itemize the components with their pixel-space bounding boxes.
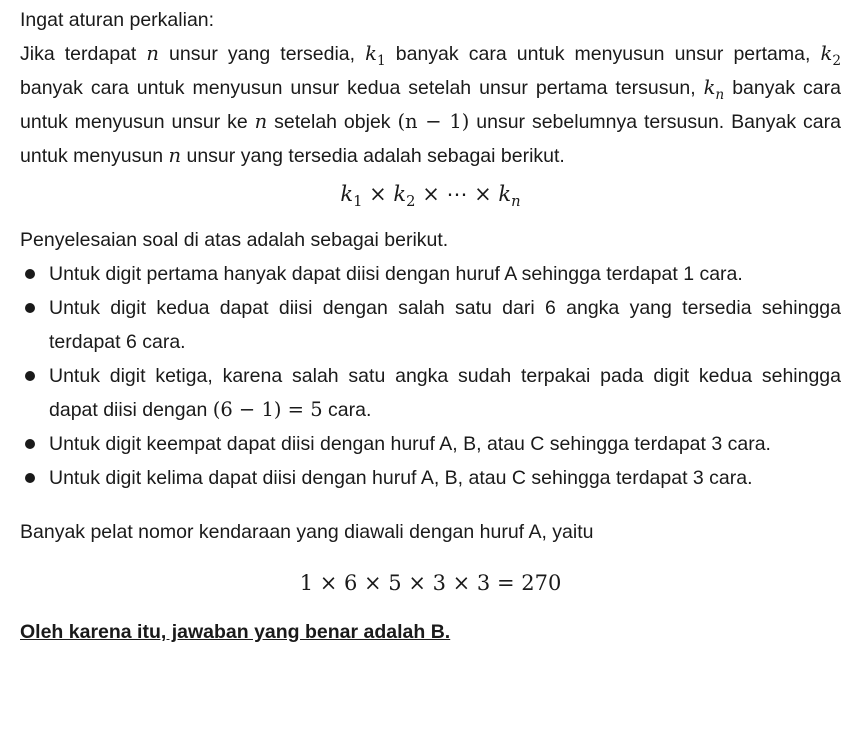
bullet-icon [25, 303, 35, 313]
spacer [20, 495, 841, 515]
list-item: Untuk digit kelima dapat diisi dengan huruf A, B, atau C sehingga terdapat 3 cara. [20, 461, 841, 495]
list-item: Untuk digit ketiga, karena salah satu angka sudah terpakai pada digit kedua sehingga dapat diisi dengan (6 − 1) = 5 cara. [20, 359, 841, 427]
result-equation: 1 × 6 × 5 × 3 × 3 = 270 [299, 571, 562, 595]
bullet-icon [25, 439, 35, 449]
bullet-icon [25, 269, 35, 279]
list-item: Untuk digit pertama hanyak dapat diisi dengan huruf A sehingga terdapat 1 cara. [20, 257, 841, 291]
solution-intro: Penyelesaian soal di atas adalah sebagai berikut. [20, 229, 449, 251]
bullet-icon [25, 473, 35, 483]
solution-steps [20, 257, 841, 495]
rule-title: Ingat aturan perkalian: [20, 9, 215, 31]
list-item: Untuk digit keempat dapat diisi dengan huruf A, B, atau C sehingga terdapat 3 cara. [20, 427, 841, 461]
bullet-icon [25, 371, 35, 381]
list-item: Untuk digit kedua dapat diisi dengan salah satu dari 6 angka yang tersedia sehingga terdapat 6 cara. [20, 291, 841, 359]
rule-paragraph: Jika terdapat n unsur yang tersedia, $k_1$ banyak cara untuk menyusun unsur pertama, $k_2$ banyak cara untuk menyusun unsur kedua setelah unsur pertama tersusun, $k_n$ banyak cara untuk menyusun unsur ke n setelah objek (n − 1) unsur sebelumnya tersusun. Banyak cara untuk menyusun n unsur yang tersedia adalah sebagai berikut. [20, 42, 842, 167]
summary-text: Banyak pelat nomor kendaraan yang diawali dengan huruf A, yaitu [20, 521, 594, 543]
multiplication-rule-formula: $k_1 \times k_2$ × ⋯ × $k_n$ [340, 182, 521, 211]
final-answer: Oleh karena itu, jawaban yang benar adalah B. [20, 621, 451, 643]
